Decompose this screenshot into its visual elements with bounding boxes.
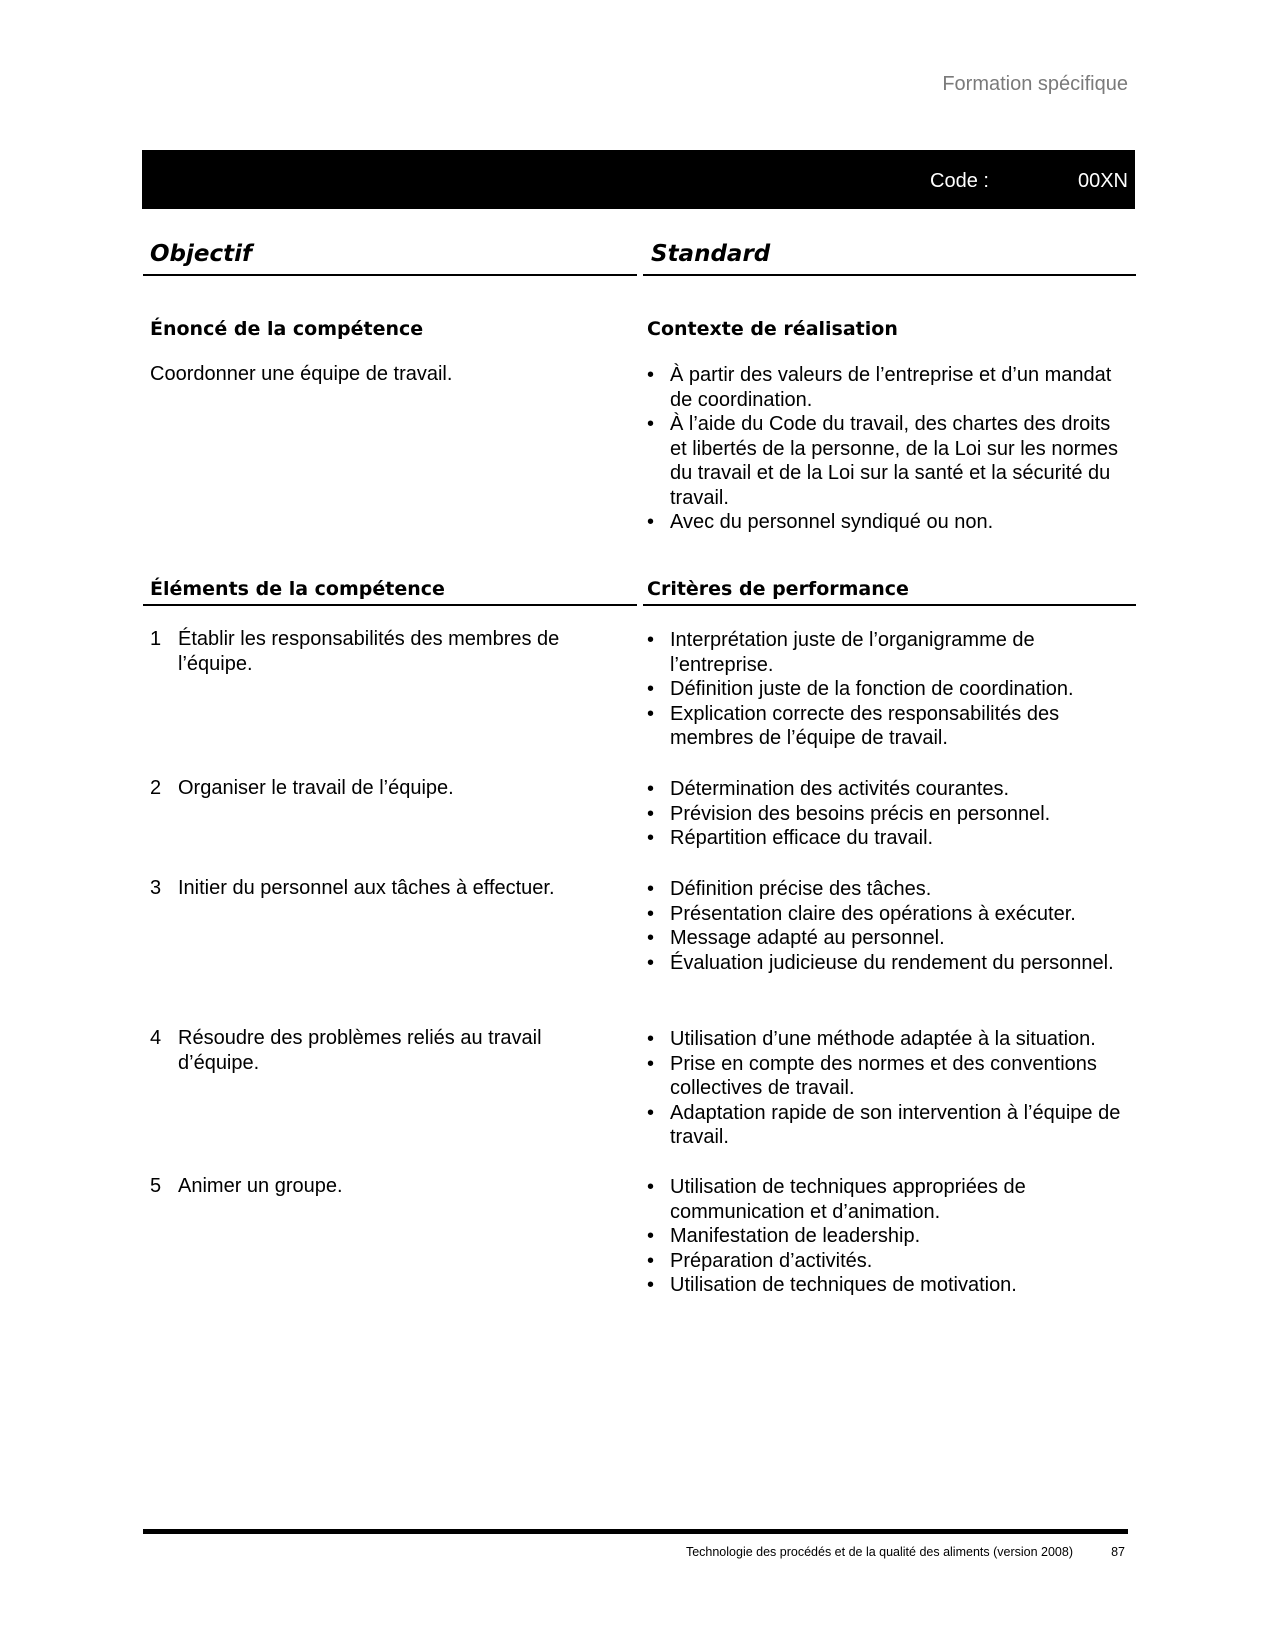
criteria-item: • Prévision des besoins précis en personnel. [647, 802, 1051, 825]
bullet-icon: • [647, 1028, 655, 1050]
contexte-item: • À l’aide du Code du travail, des chartes des droits et libertés de la personne, de la Loi sur les normes du travail et de la Loi sur la santé et la sécurité du travail. [647, 413, 1119, 509]
page-number: 87 [1111, 1545, 1125, 1559]
criteria-item: • Répartition efficace du travail. [647, 827, 934, 849]
bullet-icon: • [647, 702, 655, 725]
element-text: Résoudre des problèmes reliés au travail d’équipe. [178, 1027, 542, 1074]
bullet-icon: • [647, 951, 655, 974]
standard-rule [643, 274, 1136, 276]
bullet-icon: • [647, 927, 655, 949]
standard-title: Standard [651, 241, 771, 267]
bullet-icon: • [647, 1052, 655, 1075]
bullet-icon: • [647, 1274, 655, 1296]
element-text: Animer un groupe. [178, 1175, 343, 1197]
contexte-item: • À partir des valeurs de l’entreprise et d’un mandat de coordination. [647, 364, 1112, 411]
bullet-icon: • [647, 1225, 655, 1247]
criteria-item: • Utilisation de techniques appropriées de communication et d’animation. [647, 1176, 1026, 1223]
element-item [150, 776, 610, 801]
criteria-list [647, 877, 1132, 975]
element-text: Établir les responsabilités des membres de l’équipe. [178, 628, 560, 675]
criteres-heading: Critères de performance [647, 578, 909, 600]
section-label: Formation spécifique [942, 73, 1128, 95]
criteria-item: • Définition juste de la fonction de coordination. [647, 678, 1074, 700]
bullet-icon: • [647, 902, 655, 925]
bullet-icon: • [647, 1249, 655, 1272]
bullet-icon: • [647, 778, 655, 800]
bullet-icon: • [647, 878, 655, 900]
enonce-text: Coordonner une équipe de travail. [150, 363, 453, 385]
criteria-item: • Interprétation juste de l’organigramme de l’entreprise. [647, 629, 1035, 676]
bullet-icon: • [647, 1176, 655, 1198]
element-text: Organiser le travail de l’équipe. [178, 777, 454, 799]
bullet-icon: • [647, 802, 655, 825]
criteria-item: • Préparation d’activités. [647, 1249, 873, 1272]
element-item [150, 876, 610, 901]
criteria-item: • Utilisation de techniques de motivation. [647, 1274, 1017, 1296]
criteria-item: • Présentation claire des opérations à exécuter. [647, 902, 1076, 925]
contexte-heading: Contexte de réalisation [647, 318, 898, 340]
element-item [150, 627, 610, 676]
contexte-list [647, 363, 1132, 535]
criteria-item: • Adaptation rapide de son intervention à l’équipe de travail. [647, 1101, 1121, 1148]
bullet-icon: • [647, 364, 655, 386]
footer-title: Technologie des procédés et de la qualité des aliments (version 2008) [685, 1545, 1073, 1559]
element-number: 5 [150, 1175, 162, 1197]
elements-rule [143, 604, 637, 606]
objectif-title: Objectif [150, 241, 253, 267]
enonce-heading: Énoncé de la compétence [150, 318, 424, 340]
code-label: Code : [930, 170, 989, 192]
criteria-item: • Définition précise des tâches. [647, 878, 932, 900]
criteres-rule [643, 604, 1136, 606]
criteria-item: • Prise en compte des normes et des conventions collectives de travail. [647, 1052, 1097, 1099]
bullet-icon: • [647, 678, 655, 700]
contexte-item: • Avec du personnel syndiqué ou non. [647, 511, 994, 533]
criteria-item: • Explication correcte des responsabilités des membres de l’équipe de travail. [647, 702, 1060, 749]
bullet-icon: • [647, 629, 655, 651]
element-item [150, 1026, 610, 1075]
criteria-item: • Message adapté au personnel. [647, 927, 945, 949]
bullet-icon: • [647, 827, 655, 849]
elements-heading: Éléments de la compétence [150, 578, 445, 600]
bullet-icon: • [647, 1101, 655, 1124]
criteria-list [647, 777, 1132, 851]
bullet-icon: • [647, 511, 655, 533]
element-number: 3 [150, 877, 162, 899]
bullet-icon: • [647, 413, 655, 435]
element-number: 4 [150, 1027, 162, 1049]
criteria-list [647, 628, 1132, 751]
footer-rule [143, 1529, 1128, 1534]
objectif-rule [143, 274, 637, 276]
element-number: 2 [150, 777, 162, 799]
criteria-item: • Utilisation d’une méthode adaptée à la situation. [647, 1028, 1096, 1050]
criteria-list [647, 1027, 1132, 1150]
element-number: 1 [150, 628, 162, 650]
code-value: 00XN [1077, 170, 1128, 192]
criteria-list [647, 1175, 1132, 1298]
element-text: Initier du personnel aux tâches à effectuer. [178, 877, 555, 899]
criteria-item: • Détermination des activités courantes. [647, 778, 1010, 800]
criteria-item: • Évaluation judicieuse du rendement du personnel. [647, 951, 1114, 974]
element-item [150, 1174, 610, 1199]
criteria-item: • Manifestation de leadership. [647, 1225, 921, 1247]
